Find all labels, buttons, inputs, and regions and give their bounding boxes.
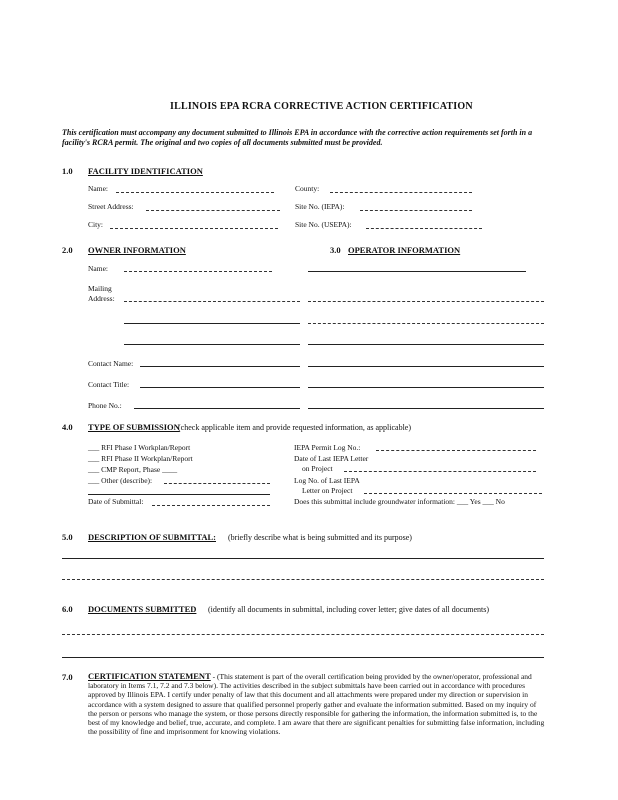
section-3-title: OPERATOR INFORMATION xyxy=(348,245,461,255)
operator-phone-field[interactable] xyxy=(308,408,544,409)
operator-contact-name-field[interactable] xyxy=(308,366,544,367)
description-line-1[interactable] xyxy=(62,558,544,559)
log-last-letter-field[interactable] xyxy=(364,493,542,494)
section-7-number: 7.0 xyxy=(62,672,73,682)
option-cmp-report[interactable]: ___ CMP Report, Phase ____ xyxy=(88,465,178,474)
documents-line-1[interactable] xyxy=(62,634,544,635)
section-5-note: (briefly describe what is being submitted and its purpose) xyxy=(228,533,412,542)
section-6-note: (identify all documents in submittal, including cover letter; give dates of all documents) xyxy=(208,605,490,614)
other-describe-field-2[interactable] xyxy=(88,494,270,495)
section-4-note: (check applicable item and provide requested information, as applicable) xyxy=(178,423,412,432)
section-6-title: DOCUMENTS SUBMITTED xyxy=(88,604,197,614)
operator-address-line-2[interactable] xyxy=(308,323,544,324)
section-6-number: 6.0 xyxy=(62,604,73,614)
city-field[interactable] xyxy=(110,228,278,229)
on-project-label: on Project xyxy=(302,464,333,473)
intro-text: This certification must accompany any document submitted to Illinois EPA in accordance with the corrective action requirements set forth in a facility's RCRA permit. The original and two copies of all documents submitted must be provided. xyxy=(62,128,533,147)
log-last-letter-label: Log No. of Last IEPA xyxy=(294,476,360,485)
owner-phone-field[interactable] xyxy=(134,408,300,409)
phone-label: Phone No.: xyxy=(88,401,122,410)
operator-contact-title-field[interactable] xyxy=(308,387,544,388)
section-5-number: 5.0 xyxy=(62,532,73,542)
section-2-number: 2.0 xyxy=(62,245,73,255)
section-4-title: TYPE OF SUBMISSION xyxy=(88,422,180,432)
letter-on-project-label: Letter on Project xyxy=(302,486,353,495)
page-title: ILLINOIS EPA RCRA CORRECTIVE ACTION CERTIFICATION xyxy=(170,101,473,112)
date-last-letter-label: Date of Last IEPA Letter xyxy=(294,454,369,463)
section-2-title: OWNER INFORMATION xyxy=(88,245,186,255)
owner-name-label: Name: xyxy=(88,264,108,273)
iepa-log-label: IEPA Permit Log No.: xyxy=(294,443,361,452)
owner-contact-name-field[interactable] xyxy=(140,366,300,367)
site-iepa-field[interactable] xyxy=(360,210,472,211)
section-4-number: 4.0 xyxy=(62,422,73,432)
section-5-title: DESCRIPTION OF SUBMITTAL: xyxy=(88,532,216,542)
documents-line-2[interactable] xyxy=(62,657,544,658)
iepa-log-field[interactable] xyxy=(376,450,536,451)
section-1-title: FACILITY IDENTIFICATION xyxy=(88,166,203,176)
facility-name-label: Name: xyxy=(88,184,108,193)
operator-address-line-1[interactable] xyxy=(308,301,544,302)
date-last-letter-field[interactable] xyxy=(344,471,536,472)
date-submittal-label: Date of Submittal: xyxy=(88,497,144,506)
operator-address-line-3[interactable] xyxy=(308,344,544,345)
date-submittal-field[interactable] xyxy=(152,505,270,506)
contact-name-label: Contact Name: xyxy=(88,359,134,368)
description-line-2[interactable] xyxy=(62,579,544,580)
county-label: County: xyxy=(295,184,320,193)
mailing-label: Mailing xyxy=(88,284,112,293)
owner-address-line-3[interactable] xyxy=(124,344,300,345)
option-other[interactable]: ___ Other (describe): xyxy=(88,476,153,485)
section-1-number: 1.0 xyxy=(62,166,73,176)
owner-address-line-1[interactable] xyxy=(124,301,300,302)
groundwater-question[interactable]: Does this submittal include groundwater information: ___ Yes ___ No xyxy=(294,497,505,506)
operator-name-field[interactable] xyxy=(308,271,526,272)
owner-contact-title-field[interactable] xyxy=(140,387,300,388)
certification-statement xyxy=(88,672,546,736)
address-label: Address: xyxy=(88,294,115,303)
contact-title-label: Contact Title: xyxy=(88,380,130,389)
other-describe-field-1[interactable] xyxy=(164,483,270,484)
option-rfi-phase-2[interactable]: ___ RFI Phase II Workplan/Report xyxy=(88,454,193,463)
owner-name-field[interactable] xyxy=(124,271,272,272)
street-address-field[interactable] xyxy=(146,210,280,211)
owner-address-line-2[interactable] xyxy=(124,323,300,324)
site-iepa-label: Site No. (IEPA): xyxy=(295,202,345,211)
section-3-number: 3.0 xyxy=(330,245,341,255)
site-usepa-label: Site No. (USEPA): xyxy=(295,220,352,229)
section-7-title: CERTIFICATION STATEMENT xyxy=(88,671,211,681)
site-usepa-field[interactable] xyxy=(366,228,482,229)
street-address-label: Street Address: xyxy=(88,202,134,211)
city-label: City: xyxy=(88,220,104,229)
section-7-note: - (This statement is part of the overall certification being provided by the owner/operator, professional and laboratory in Items 7.1, 7.2 and 7.3 below). The activities described in the subject submittals have been carried out in accordance with procedures approved by Illinois EPA. I certify under penalty of law that this document and all attachments were prepared under my direction or supervision in accordance with a system designed to assure that qualified personnel properly gather and evaluate the information submitted. Based on my inquiry of the person or persons who manage the system, or those persons directly responsible for gathering the information, the information submitted is, to the best of my knowledge and belief, true, accurate, and complete. I am aware that there are significant penalties for submitting false information, including the possibility of fine and imprisonment for knowing violations. xyxy=(88,672,545,737)
facility-name-field[interactable] xyxy=(116,192,274,193)
county-field[interactable] xyxy=(330,192,472,193)
option-rfi-phase-1[interactable]: ___ RFI Phase I Workplan/Report xyxy=(88,443,191,452)
